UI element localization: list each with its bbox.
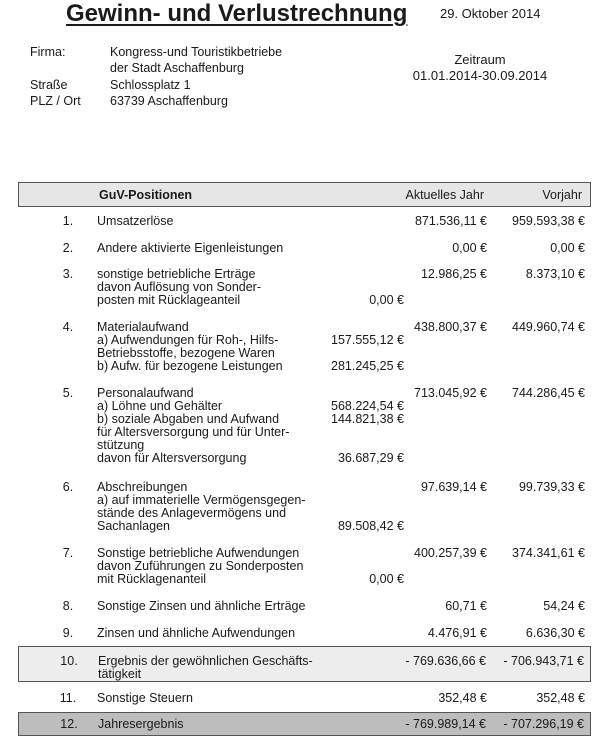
table-row-subtotal (18, 646, 591, 682)
row-current-value: - 769.989,14 € (405, 717, 486, 731)
row-previous-value: 0,00 € (550, 241, 585, 255)
row-number: 3. (62, 267, 74, 281)
table-row (18, 387, 591, 467)
table-row (18, 600, 591, 616)
row-number: 8. (62, 599, 74, 613)
row-previous-value: 99.739,33 € (518, 480, 585, 494)
row-current-value: 0,00 € (452, 241, 487, 255)
table-row (18, 547, 591, 587)
row-current-value: 12.986,25 € (420, 267, 487, 281)
row-previous-value: 352,48 € (536, 691, 585, 705)
firma-label: Firma: (30, 45, 66, 59)
col-header-previous: Vorjahr (542, 188, 582, 202)
row-current-value: 97.639,14 € (420, 480, 487, 494)
row-current-value: 60,71 € (445, 599, 487, 613)
row-label: Abschreibungen a) auf immaterielle Vermögensgegen- stände des Anlagevermögens und Sachanlagen (97, 480, 306, 533)
row-number: 7. (62, 546, 74, 560)
row-current-value: 713.045,92 € (414, 386, 487, 400)
col-header-position: GuV-Positionen (99, 188, 193, 202)
firma-line-2: der Stadt Aschaffenburg (110, 61, 244, 75)
row-previous-value: - 707.296,19 € (503, 717, 584, 731)
row-current-value: 400.257,39 € (414, 546, 487, 560)
row-number: 10. (60, 654, 78, 668)
page-title: Gewinn- und Verlustrechnung (66, 0, 408, 27)
strasse-label: Straße (30, 78, 68, 92)
row-previous-value: 374.341,61 € (512, 546, 585, 560)
row-subamount: 0,00 € (369, 572, 404, 586)
row-previous-value: 744.286,45 € (512, 386, 585, 400)
row-current-value: 871.536,11 € (414, 214, 487, 228)
ort-value: 63739 Aschaffenburg (110, 94, 228, 108)
table-header (18, 182, 591, 207)
row-number: 9. (62, 626, 74, 640)
table-row (18, 268, 591, 308)
row-subamount: 0,00 € (369, 293, 404, 307)
row-label: Zinsen und ähnliche Aufwendungen (97, 626, 296, 640)
table-row (18, 215, 591, 231)
strasse-value: Schlossplatz 1 (110, 78, 191, 92)
row-label: Andere aktivierte Eigenleistungen (97, 241, 284, 255)
row-label: sonstige betriebliche Erträge davon Auflösung von Sonder- posten mit Rücklageanteil (97, 267, 262, 307)
row-previous-value: 6.636,30 € (525, 626, 585, 640)
row-subamount: 157.555,12 € 281.245,25 € (331, 333, 404, 373)
period-label: Zeitraum (454, 52, 506, 67)
table-row (18, 242, 591, 258)
row-current-value: 352,48 € (438, 691, 487, 705)
table-row (18, 692, 591, 708)
row-number: 12. (60, 717, 78, 731)
table-row (18, 481, 591, 535)
row-label: Sonstige Zinsen und ähnliche Erträge (97, 599, 306, 613)
row-number: 5. (62, 386, 74, 400)
row-current-value: 4.476,91 € (427, 626, 487, 640)
row-number: 2. (62, 241, 74, 255)
table-row (18, 627, 591, 643)
row-label: Umsatzerlöse (97, 214, 174, 228)
row-previous-value: 449.960,74 € (512, 320, 585, 334)
row-previous-value: - 706.943,71 € (503, 654, 584, 668)
row-label: Materialaufwand a) Aufwendungen für Roh-, Hilfs- Betriebsstoffe, bezogene Waren b) Aufw. für bezogene Leistungen (97, 320, 283, 373)
row-number: 6. (62, 480, 74, 494)
row-label: Sonstige Steuern (97, 691, 193, 705)
row-current-value: 438.800,37 € (414, 320, 487, 334)
row-previous-value: 959.593,38 € (512, 214, 585, 228)
row-previous-value: 8.373,10 € (525, 267, 585, 281)
table-row-total (18, 712, 591, 736)
row-number: 4. (62, 320, 74, 334)
ort-label: PLZ / Ort (30, 94, 81, 108)
col-header-current: Aktuelles Jahr (405, 188, 484, 202)
table-row (18, 321, 591, 375)
row-label: Sonstige betriebliche Aufwendungen davon Zuführungen zu Sonderposten mit Rücklagenanteil (97, 546, 304, 586)
row-number: 1. (62, 214, 74, 228)
row-subamount: 568.224,54 € 144.821,38 € 36.687,29 € (331, 399, 404, 465)
firma-line-1: Kongress-und Touristikbetriebe (110, 45, 283, 59)
period-value: 01.01.2014-30.09.2014 (412, 68, 548, 83)
row-subamount: 89.508,42 € (337, 519, 404, 533)
row-label: Ergebnis der gewöhnlichen Geschäfts- tätigkeit (98, 654, 313, 681)
report-date: 29. Oktober 2014 (440, 6, 541, 21)
row-label: Jahresergebnis (98, 717, 184, 731)
row-current-value: - 769.636,66 € (405, 654, 486, 668)
row-label: Personalaufwand a) Löhne und Gehälter b) soziale Abgaben und Aufwand für Altersversorgung und für Unter- stützung davon für Altersversorgung (97, 386, 290, 465)
row-previous-value: 54,24 € (543, 599, 585, 613)
row-number: 11. (59, 691, 77, 705)
